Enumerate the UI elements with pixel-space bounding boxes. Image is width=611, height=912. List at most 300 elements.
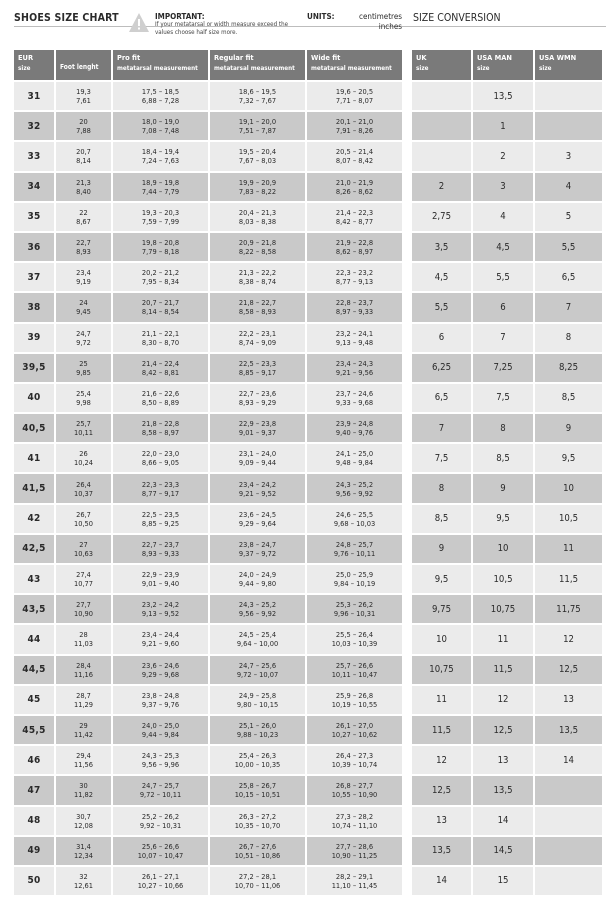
usa-man-size-cell: 2 bbox=[473, 142, 533, 170]
usa-man-size-cell: 9 bbox=[473, 474, 533, 502]
value-cm: 21,6 – 22,6 bbox=[141, 388, 180, 398]
value-inches: 11,03 bbox=[73, 639, 94, 649]
value-cm: 23,8 – 24,8 bbox=[141, 690, 180, 700]
value-inches: 9,48 – 9,84 bbox=[335, 458, 374, 468]
value-cm: 30 bbox=[79, 781, 88, 791]
usa-man-size-cell: 14 bbox=[473, 807, 533, 835]
value-inches: 9,56 – 9,96 bbox=[141, 760, 180, 770]
table-row bbox=[14, 776, 402, 804]
value-inches: 10,90 – 11,25 bbox=[331, 850, 378, 860]
size-conversion-table bbox=[410, 48, 604, 897]
table-row bbox=[14, 354, 402, 382]
value-cm: 26 bbox=[79, 449, 88, 459]
value-inches: 10,55 – 10,90 bbox=[331, 790, 378, 800]
value-inches: 7,08 – 7,48 bbox=[141, 126, 180, 136]
value-inches: 9,72 – 10,07 bbox=[236, 669, 279, 679]
value-cm: 28 bbox=[79, 630, 88, 640]
conversion-header-row bbox=[412, 50, 602, 80]
value-cm: 25,7 – 26,6 bbox=[335, 660, 374, 670]
value-inches: 8,42 – 8,77 bbox=[335, 216, 374, 226]
pro-fit-cell bbox=[113, 414, 208, 442]
usa-wmn-size-cell: 8,25 bbox=[535, 354, 602, 382]
value-cm: 27,3 – 28,2 bbox=[335, 811, 374, 821]
table-row bbox=[14, 112, 402, 140]
wide-fit-cell bbox=[307, 233, 402, 261]
value-inches: 9,40 – 9,76 bbox=[335, 428, 374, 438]
wide-fit-cell bbox=[307, 82, 402, 110]
eur-size-cell: 40,5 bbox=[14, 414, 54, 442]
regular-fit-cell bbox=[210, 293, 305, 321]
usa-wmn-size-cell: 5 bbox=[535, 203, 602, 231]
uk-size-cell: 2,75 bbox=[412, 203, 471, 231]
eur-size-cell: 44,5 bbox=[14, 656, 54, 684]
value-inches: 9,21 – 9,60 bbox=[141, 639, 180, 649]
value-cm: 25,4 – 26,3 bbox=[238, 751, 277, 761]
pro-fit-cell bbox=[113, 716, 208, 744]
value-cm: 21,8 – 22,8 bbox=[141, 419, 180, 429]
usa-wmn-size-cell: 13,5 bbox=[535, 716, 602, 744]
value-cm: 18,6 – 19,5 bbox=[238, 87, 277, 97]
value-inches: 8,93 – 9,29 bbox=[238, 397, 277, 407]
value-inches: 7,71 – 8,07 bbox=[335, 96, 374, 106]
value-cm: 20,9 – 21,8 bbox=[238, 238, 277, 248]
pro-fit-cell bbox=[113, 625, 208, 653]
eur-size-cell: 49 bbox=[14, 837, 54, 865]
foot-length-cell bbox=[56, 82, 111, 110]
usa-wmn-size-cell: 10 bbox=[535, 474, 602, 502]
foot-length-cell bbox=[56, 112, 111, 140]
table-row bbox=[14, 837, 402, 865]
eur-size-cell: 41,5 bbox=[14, 474, 54, 502]
wide-fit-cell bbox=[307, 142, 402, 170]
value-cm: 25 bbox=[79, 358, 88, 368]
units-label: UNITS: bbox=[307, 12, 335, 21]
regular-fit-cell bbox=[210, 414, 305, 442]
regular-fit-cell bbox=[210, 837, 305, 865]
eur-size-cell: 33 bbox=[14, 142, 54, 170]
value-inches: 7,51 – 7,87 bbox=[238, 126, 277, 136]
wide-fit-cell bbox=[307, 716, 402, 744]
foot-length-cell bbox=[56, 776, 111, 804]
value-cm: 19,3 bbox=[76, 87, 91, 97]
eur-size-cell: 34 bbox=[14, 173, 54, 201]
foot-length-cell bbox=[56, 505, 111, 533]
value-cm: 23,7 – 24,6 bbox=[335, 388, 374, 398]
header-title: Wide fit bbox=[311, 53, 341, 62]
usa-man-size-cell: 13,5 bbox=[473, 82, 533, 110]
value-cm: 18,0 – 19,0 bbox=[141, 117, 180, 127]
value-cm: 19,1 – 20,0 bbox=[238, 117, 277, 127]
foot-length-cell bbox=[56, 625, 111, 653]
value-inches: 9,56 – 9,92 bbox=[335, 488, 374, 498]
value-inches: 9,44 – 9,80 bbox=[238, 579, 277, 589]
regular-fit-cell bbox=[210, 656, 305, 684]
value-inches: 9,85 bbox=[76, 367, 91, 377]
size-conversion-title: SIZE CONVERSION bbox=[413, 12, 501, 24]
value-inches: 10,03 – 10,39 bbox=[331, 639, 378, 649]
foot-length-cell bbox=[56, 203, 111, 231]
usa-man-size-cell: 12,5 bbox=[473, 716, 533, 744]
value-inches: 9,64 – 10,00 bbox=[236, 639, 279, 649]
eur-size-cell: 46 bbox=[14, 746, 54, 774]
value-cm: 20,5 – 21,4 bbox=[335, 147, 374, 157]
foot-length-cell bbox=[56, 324, 111, 352]
pro-fit-cell bbox=[113, 474, 208, 502]
uk-size-cell: 7 bbox=[412, 414, 471, 442]
foot-length-cell bbox=[56, 595, 111, 623]
usa-man-size-cell: 1 bbox=[473, 112, 533, 140]
uk-size-cell: 10,75 bbox=[412, 656, 471, 684]
table-row bbox=[14, 656, 402, 684]
foot-length-cell bbox=[56, 837, 111, 865]
pro-fit-cell bbox=[113, 293, 208, 321]
table-row bbox=[14, 686, 402, 714]
uk-size-cell: 9 bbox=[412, 535, 471, 563]
header-subtitle: size bbox=[416, 65, 429, 72]
eur-size-cell: 42 bbox=[14, 505, 54, 533]
value-inches: 9,19 bbox=[76, 277, 91, 287]
conversion-row bbox=[412, 414, 602, 442]
value-inches: 8,93 – 9,33 bbox=[141, 548, 180, 558]
wide-fit-cell bbox=[307, 837, 402, 865]
table-row bbox=[14, 807, 402, 835]
conversion-row bbox=[412, 807, 602, 835]
wide-fit-cell bbox=[307, 112, 402, 140]
conversion-row bbox=[412, 203, 602, 231]
conversion-row bbox=[412, 867, 602, 895]
usa-wmn-size-cell: 7 bbox=[535, 293, 602, 321]
value-inches: 9,72 – 10,11 bbox=[139, 790, 182, 800]
eur-size-cell: 45 bbox=[14, 686, 54, 714]
value-cm: 21,1 – 22,1 bbox=[141, 328, 180, 338]
usa-wmn-size-cell: 12 bbox=[535, 625, 602, 653]
pro-fit-cell bbox=[113, 686, 208, 714]
wide-fit-cell bbox=[307, 867, 402, 895]
header-title: Regular fit bbox=[214, 53, 254, 62]
value-cm: 22,0 – 23,0 bbox=[141, 449, 180, 459]
value-cm: 22,8 – 23,7 bbox=[335, 298, 374, 308]
value-inches: 9,13 – 9,52 bbox=[141, 609, 180, 619]
value-cm: 22,7 bbox=[76, 238, 91, 248]
pro-fit-cell bbox=[113, 354, 208, 382]
foot-length-cell bbox=[56, 535, 111, 563]
usa-man-size-cell: 13 bbox=[473, 746, 533, 774]
value-cm: 23,6 – 24,5 bbox=[238, 509, 277, 519]
value-inches: 8,22 – 8,58 bbox=[238, 247, 277, 257]
value-cm: 17,5 – 18,5 bbox=[141, 87, 180, 97]
wide-fit-cell bbox=[307, 173, 402, 201]
eur-size-cell: 40 bbox=[14, 384, 54, 412]
foot-length-cell bbox=[56, 142, 111, 170]
regular-fit-cell bbox=[210, 867, 305, 895]
value-cm: 21,3 bbox=[76, 177, 91, 187]
value-inches: 9,37 – 9,76 bbox=[141, 699, 180, 709]
value-cm: 26,7 – 27,6 bbox=[238, 841, 277, 851]
eur-size-cell: 50 bbox=[14, 867, 54, 895]
uk-size-cell bbox=[412, 112, 471, 140]
value-cm: 26,4 – 27,3 bbox=[335, 751, 374, 761]
usa-man-size-cell: 6 bbox=[473, 293, 533, 321]
usa-man-size-cell: 10,5 bbox=[473, 565, 533, 593]
value-inches: 9,56 – 9,92 bbox=[238, 609, 277, 619]
foot-length-cell bbox=[56, 293, 111, 321]
value-cm: 23,4 bbox=[76, 268, 91, 278]
value-cm: 26,3 – 27,2 bbox=[238, 811, 277, 821]
value-inches: 10,74 – 11,10 bbox=[331, 820, 378, 830]
header-title: USA WMN bbox=[539, 53, 577, 62]
usa-man-size-cell: 14,5 bbox=[473, 837, 533, 865]
wide-fit-cell bbox=[307, 807, 402, 835]
eur-size-cell: 36 bbox=[14, 233, 54, 261]
pro-fit-cell bbox=[113, 807, 208, 835]
usa-wmn-size-cell: 11,75 bbox=[535, 595, 602, 623]
value-inches: 10,07 – 10,47 bbox=[137, 850, 184, 860]
value-inches: 9,29 – 9,68 bbox=[141, 669, 180, 679]
header-eur bbox=[14, 50, 54, 80]
conversion-row bbox=[412, 354, 602, 382]
table-row bbox=[14, 535, 402, 563]
value-cm: 26,8 – 27,7 bbox=[335, 781, 374, 791]
value-inches: 8,77 – 9,13 bbox=[335, 277, 374, 287]
conversion-row bbox=[412, 142, 602, 170]
value-inches: 10,15 – 10,51 bbox=[234, 790, 281, 800]
value-inches: 11,82 bbox=[73, 790, 94, 800]
regular-fit-cell bbox=[210, 173, 305, 201]
conversion-row bbox=[412, 384, 602, 412]
eur-size-cell: 43,5 bbox=[14, 595, 54, 623]
table-row bbox=[14, 324, 402, 352]
foot-length-cell bbox=[56, 354, 111, 382]
conversion-row bbox=[412, 776, 602, 804]
value-cm: 18,9 – 19,8 bbox=[141, 177, 180, 187]
usa-wmn-size-cell: 3 bbox=[535, 142, 602, 170]
size-chart-table bbox=[12, 48, 404, 897]
table-row bbox=[14, 625, 402, 653]
value-cm: 27,7 – 28,6 bbox=[335, 841, 374, 851]
value-inches: 7,67 – 8,03 bbox=[238, 156, 277, 166]
value-inches: 8,14 bbox=[76, 156, 91, 166]
value-cm: 19,5 – 20,4 bbox=[238, 147, 277, 157]
header-usa-wmn bbox=[535, 50, 602, 80]
value-cm: 24 bbox=[79, 298, 88, 308]
conversion-row bbox=[412, 565, 602, 593]
usa-wmn-size-cell: 11,5 bbox=[535, 565, 602, 593]
value-cm: 19,8 – 20,8 bbox=[141, 238, 180, 248]
wide-fit-cell bbox=[307, 746, 402, 774]
value-cm: 24,0 – 24,9 bbox=[238, 570, 277, 580]
table-row bbox=[14, 203, 402, 231]
value-cm: 22,7 – 23,6 bbox=[238, 388, 277, 398]
regular-fit-cell bbox=[210, 233, 305, 261]
uk-size-cell: 13,5 bbox=[412, 837, 471, 865]
table-row bbox=[14, 746, 402, 774]
unit-metric-label: centimetres bbox=[359, 12, 402, 21]
foot-length-cell bbox=[56, 656, 111, 684]
regular-fit-cell bbox=[210, 142, 305, 170]
wide-fit-cell bbox=[307, 625, 402, 653]
pro-fit-cell bbox=[113, 263, 208, 291]
wide-fit-cell bbox=[307, 535, 402, 563]
value-inches: 7,24 – 7,63 bbox=[141, 156, 180, 166]
value-cm: 26,7 bbox=[76, 509, 91, 519]
uk-size-cell: 5,5 bbox=[412, 293, 471, 321]
value-cm: 24,3 – 25,2 bbox=[238, 600, 277, 610]
eur-size-cell: 35 bbox=[14, 203, 54, 231]
value-cm: 22 bbox=[79, 207, 88, 217]
header-divider bbox=[14, 26, 606, 27]
usa-wmn-size-cell: 6,5 bbox=[535, 263, 602, 291]
value-cm: 24,6 – 25,5 bbox=[335, 509, 374, 519]
usa-man-size-cell: 13,5 bbox=[473, 776, 533, 804]
foot-length-cell bbox=[56, 414, 111, 442]
value-inches: 8,42 – 8,81 bbox=[141, 367, 180, 377]
value-inches: 8,85 – 9,17 bbox=[238, 367, 277, 377]
value-cm: 23,8 – 24,7 bbox=[238, 539, 277, 549]
value-inches: 8,58 – 8,97 bbox=[141, 428, 180, 438]
table-row bbox=[14, 384, 402, 412]
table-row bbox=[14, 867, 402, 895]
regular-fit-cell bbox=[210, 444, 305, 472]
value-cm: 23,4 – 24,2 bbox=[238, 479, 277, 489]
table-row bbox=[14, 233, 402, 261]
table-row bbox=[14, 716, 402, 744]
value-cm: 30,7 bbox=[76, 811, 91, 821]
value-cm: 25,4 bbox=[76, 388, 91, 398]
header-title: EUR bbox=[18, 53, 34, 62]
value-cm: 22,3 – 23,3 bbox=[141, 479, 180, 489]
value-cm: 25,9 – 26,8 bbox=[335, 690, 374, 700]
value-cm: 22,2 – 23,1 bbox=[238, 328, 277, 338]
pro-fit-cell bbox=[113, 233, 208, 261]
eur-size-cell: 44 bbox=[14, 625, 54, 653]
table-row bbox=[14, 293, 402, 321]
conversion-row bbox=[412, 535, 602, 563]
value-cm: 20,2 – 21,2 bbox=[141, 268, 180, 278]
foot-length-cell bbox=[56, 716, 111, 744]
pro-fit-cell bbox=[113, 746, 208, 774]
value-inches: 7,44 – 7,79 bbox=[141, 186, 180, 196]
pro-fit-cell bbox=[113, 837, 208, 865]
value-cm: 21,8 – 22,7 bbox=[238, 298, 277, 308]
conversion-row bbox=[412, 837, 602, 865]
usa-wmn-size-cell: 10,5 bbox=[535, 505, 602, 533]
value-cm: 25,3 – 26,2 bbox=[335, 600, 374, 610]
foot-length-cell bbox=[56, 565, 111, 593]
value-inches: 9,37 – 9,72 bbox=[238, 548, 277, 558]
usa-wmn-size-cell: 5,5 bbox=[535, 233, 602, 261]
value-inches: 9,29 – 9,64 bbox=[238, 518, 277, 528]
eur-size-cell: 41 bbox=[14, 444, 54, 472]
value-inches: 10,90 bbox=[73, 609, 94, 619]
uk-size-cell: 10 bbox=[412, 625, 471, 653]
foot-length-cell bbox=[56, 173, 111, 201]
wide-fit-cell bbox=[307, 444, 402, 472]
value-inches: 9,76 – 10,11 bbox=[333, 548, 376, 558]
value-inches: 12,61 bbox=[73, 880, 94, 890]
usa-man-size-cell: 9,5 bbox=[473, 505, 533, 533]
header-subtitle: metatarsal measurement bbox=[311, 65, 392, 72]
table-row bbox=[14, 82, 402, 110]
value-inches: 9,72 bbox=[76, 337, 91, 347]
page-title: SHOES SIZE CHART bbox=[14, 12, 119, 24]
header-usa-man bbox=[473, 50, 533, 80]
value-cm: 20,7 bbox=[76, 147, 91, 157]
value-inches: 7,59 – 7,99 bbox=[141, 216, 180, 226]
uk-size-cell: 8,5 bbox=[412, 505, 471, 533]
regular-fit-cell bbox=[210, 746, 305, 774]
regular-fit-cell bbox=[210, 82, 305, 110]
foot-length-cell bbox=[56, 233, 111, 261]
uk-size-cell: 9,75 bbox=[412, 595, 471, 623]
value-inches: 8,74 – 9,09 bbox=[238, 337, 277, 347]
value-inches: 9,44 – 9,84 bbox=[141, 730, 180, 740]
value-cm: 22,3 – 23,2 bbox=[335, 268, 374, 278]
regular-fit-cell bbox=[210, 595, 305, 623]
value-cm: 18,4 – 19,4 bbox=[141, 147, 180, 157]
uk-size-cell: 13 bbox=[412, 807, 471, 835]
wide-fit-cell bbox=[307, 263, 402, 291]
value-inches: 11,16 bbox=[73, 669, 94, 679]
value-cm: 26,1 – 27,0 bbox=[335, 721, 374, 731]
value-cm: 28,7 bbox=[76, 690, 91, 700]
pro-fit-cell bbox=[113, 82, 208, 110]
value-inches: 9,92 – 10,31 bbox=[139, 820, 182, 830]
table-row bbox=[14, 142, 402, 170]
value-cm: 24,0 – 25,0 bbox=[141, 721, 180, 731]
conversion-row bbox=[412, 324, 602, 352]
regular-fit-cell bbox=[210, 565, 305, 593]
usa-wmn-size-cell: 11 bbox=[535, 535, 602, 563]
value-inches: 8,85 – 9,25 bbox=[141, 518, 180, 528]
pro-fit-cell bbox=[113, 203, 208, 231]
usa-man-size-cell: 5,5 bbox=[473, 263, 533, 291]
value-inches: 6,88 – 7,28 bbox=[141, 96, 180, 106]
value-cm: 25,8 – 26,7 bbox=[238, 781, 277, 791]
usa-man-size-cell: 10,75 bbox=[473, 595, 533, 623]
value-cm: 20 bbox=[79, 117, 88, 127]
value-inches: 10,24 bbox=[73, 458, 94, 468]
uk-size-cell: 12,5 bbox=[412, 776, 471, 804]
value-cm: 24,1 – 25,0 bbox=[335, 449, 374, 459]
usa-man-size-cell: 8 bbox=[473, 414, 533, 442]
value-inches: 9,21 – 9,56 bbox=[335, 367, 374, 377]
foot-length-cell bbox=[56, 263, 111, 291]
header-subtitle: size bbox=[18, 65, 31, 72]
wide-fit-cell bbox=[307, 595, 402, 623]
table-row bbox=[14, 173, 402, 201]
value-cm: 22,5 – 23,3 bbox=[238, 358, 277, 368]
value-inches: 9,45 bbox=[76, 307, 91, 317]
conversion-row bbox=[412, 656, 602, 684]
eur-size-cell: 43 bbox=[14, 565, 54, 593]
value-cm: 22,7 – 23,7 bbox=[141, 539, 180, 549]
conversion-row bbox=[412, 625, 602, 653]
value-cm: 24,7 – 25,6 bbox=[238, 660, 277, 670]
value-inches: 10,00 – 10,35 bbox=[234, 760, 281, 770]
value-cm: 27,7 bbox=[76, 600, 91, 610]
value-inches: 9,80 – 10,15 bbox=[236, 699, 279, 709]
pro-fit-cell bbox=[113, 776, 208, 804]
value-cm: 22,5 – 23,5 bbox=[141, 509, 180, 519]
uk-size-cell: 11,5 bbox=[412, 716, 471, 744]
eur-size-cell: 48 bbox=[14, 807, 54, 835]
pro-fit-cell bbox=[113, 565, 208, 593]
regular-fit-cell bbox=[210, 776, 305, 804]
pro-fit-cell bbox=[113, 535, 208, 563]
value-inches: 8,50 – 8,89 bbox=[141, 397, 180, 407]
value-inches: 9,33 – 9,68 bbox=[335, 397, 374, 407]
wide-fit-cell bbox=[307, 414, 402, 442]
